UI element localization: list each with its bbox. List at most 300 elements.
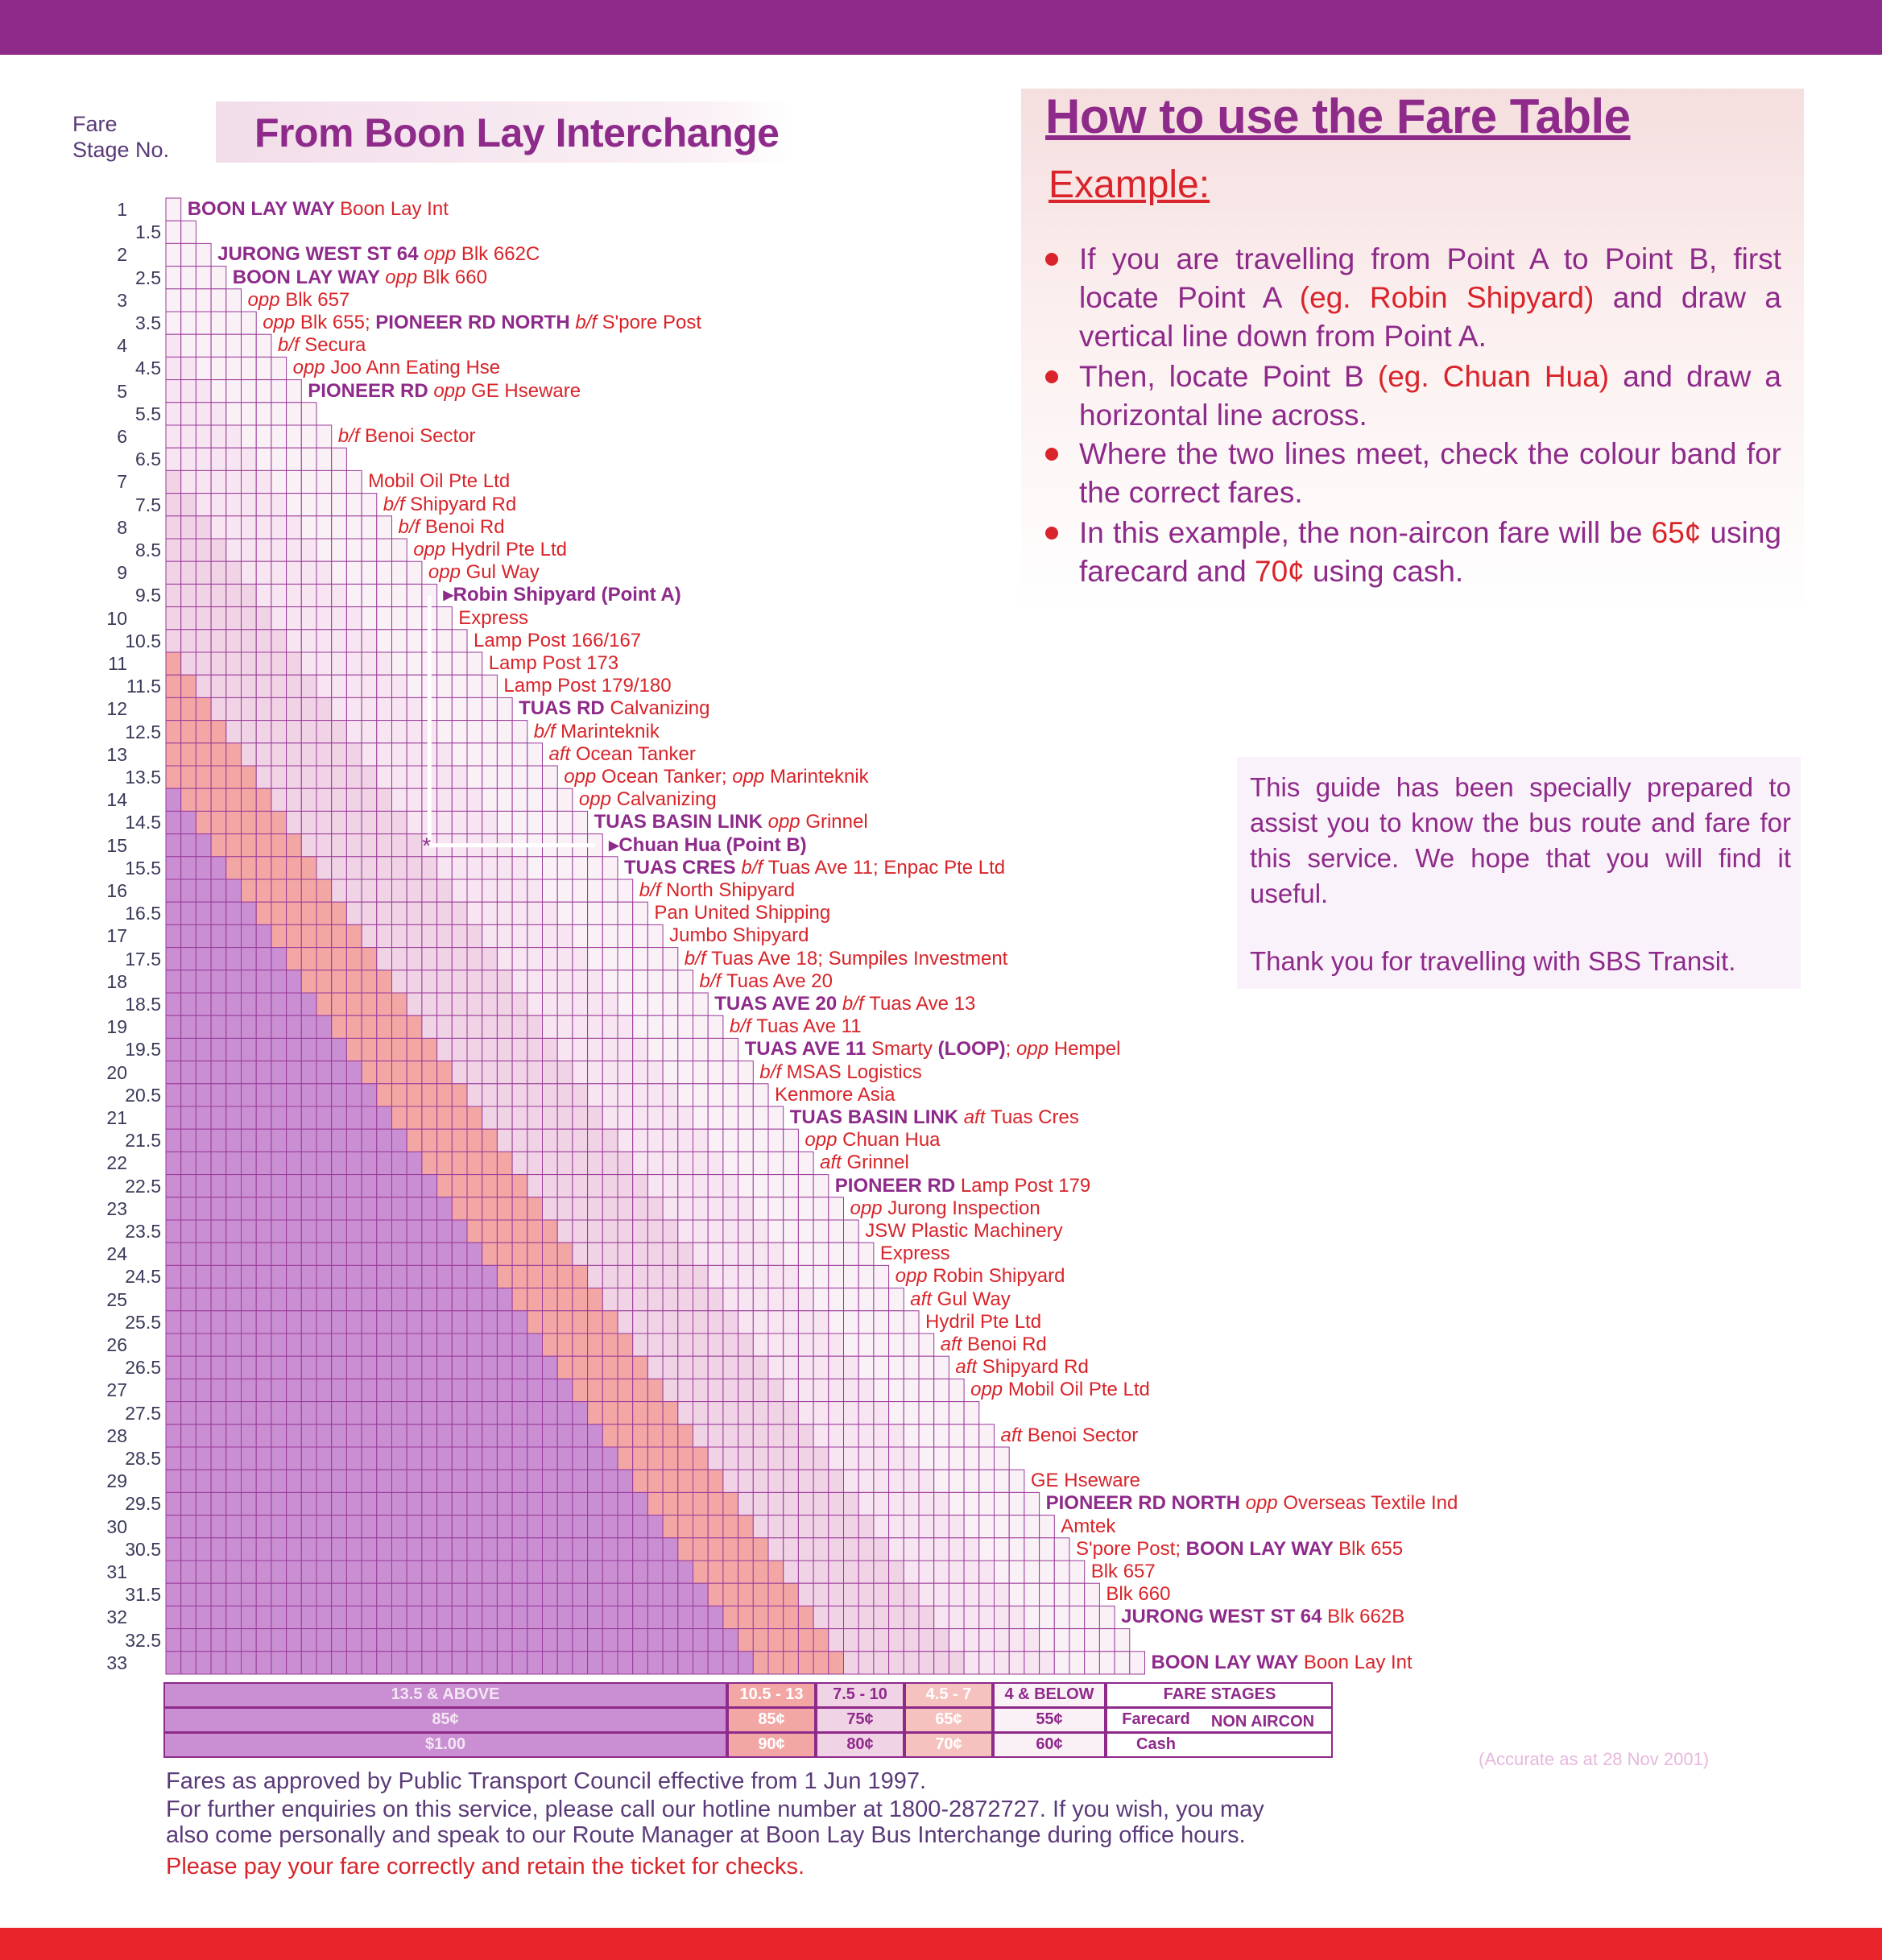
stop-label-part: BOON LAY WAY [1151, 1651, 1304, 1673]
fare-cell [166, 494, 181, 516]
stage-number: 27.5 [125, 1402, 161, 1424]
fare-cell [181, 1334, 196, 1356]
fare-cell [753, 1288, 768, 1311]
fare-cell [934, 1425, 949, 1447]
stop-label-part: Blk 660 [422, 266, 487, 288]
fare-cell [784, 1447, 799, 1470]
fare-cell [618, 970, 633, 993]
fare-cell [844, 1243, 859, 1265]
fare-cell [663, 993, 678, 1015]
fare-cell [256, 1492, 271, 1515]
legend-farecard-far: 85¢ [432, 1710, 459, 1728]
fare-cell [497, 1129, 512, 1152]
fare-cell [588, 1470, 603, 1492]
fare-cell [452, 970, 467, 993]
fare-cell [437, 902, 453, 924]
stop-label-part: MSAS Logistics [786, 1061, 922, 1083]
fare-cell [242, 1106, 257, 1129]
fare-cell [527, 1334, 543, 1356]
fare-cell [287, 1561, 302, 1583]
fare-cell [392, 1652, 407, 1674]
fare-cell [602, 1015, 618, 1038]
fare-cell [346, 1265, 362, 1288]
fare-cell [663, 1561, 678, 1583]
fare-cell [753, 1175, 768, 1197]
fare-cell [512, 1492, 527, 1515]
fare-cell [738, 1106, 754, 1129]
stop-label-part: Grinnel [805, 811, 868, 833]
fare-cell [256, 403, 271, 425]
fare-cell [813, 1379, 829, 1401]
fare-cell [527, 857, 543, 879]
fare-cell [181, 243, 196, 266]
fare-cell [437, 1652, 453, 1674]
fare-cell [181, 561, 196, 584]
fare-cell [723, 1652, 738, 1674]
fare-cell [211, 924, 226, 947]
fare-cell [226, 1265, 242, 1288]
stage-number: 20 [106, 1061, 127, 1083]
legend-farecard-label: Farecard [1122, 1710, 1190, 1728]
stage-number: 3 [117, 289, 127, 311]
stage-number: 32.5 [125, 1629, 161, 1651]
fare-cell [904, 1425, 919, 1447]
fare-cell [181, 539, 196, 561]
fare-cell [407, 1175, 422, 1197]
fare-cell [452, 1652, 467, 1674]
fare-cell [316, 470, 332, 493]
fare-cell [166, 993, 181, 1015]
fare-cell [242, 1311, 257, 1334]
fare-cell [271, 1356, 287, 1379]
fare-cell [316, 1334, 332, 1356]
fare-cell [979, 1629, 995, 1652]
fare-cell [287, 630, 302, 652]
fare-cell [437, 721, 453, 743]
fare-cell [211, 811, 226, 833]
fare-cell [829, 1334, 844, 1356]
fare-cell [543, 970, 558, 993]
fare-cell [919, 1470, 934, 1492]
stop-label [474, 631, 641, 651]
fare-cell [271, 879, 287, 902]
fare-cell [226, 766, 242, 788]
fare-cell [738, 1470, 754, 1492]
stop-label-part: Grinnel [846, 1152, 909, 1174]
fare-cell [301, 1175, 316, 1197]
fare-cell [422, 1652, 437, 1674]
stop-label [549, 744, 696, 765]
fare-cell [316, 902, 332, 924]
fare-cell [527, 1084, 543, 1106]
fare-cell [287, 1265, 302, 1288]
fare-cell [889, 1470, 904, 1492]
fare-cell [392, 1515, 407, 1538]
fare-cell [437, 1106, 453, 1129]
fare-cell [573, 1379, 588, 1401]
fare-cell [422, 1606, 437, 1628]
fare-cell [301, 924, 316, 947]
fare-cell [543, 1220, 558, 1243]
fare-cell [723, 1515, 738, 1538]
fare-cell [858, 1629, 874, 1652]
fare-cell [647, 948, 663, 970]
fare-cell [287, 1492, 302, 1515]
fare-cell [467, 1492, 482, 1515]
fare-cell [602, 879, 618, 902]
fare-cell [181, 1470, 196, 1492]
fare-cell [708, 1265, 723, 1288]
fare-cell [949, 1606, 964, 1628]
fare-cell [527, 1379, 543, 1401]
stop-label-part: Amtek [1061, 1515, 1116, 1537]
fare-cell [316, 448, 332, 470]
fare-cell [407, 1038, 422, 1061]
fare-cell [271, 1538, 287, 1561]
stop-label-part: aft [955, 1356, 982, 1379]
fare-cell [723, 1084, 738, 1106]
stop-label [654, 903, 830, 924]
fare-cell [422, 1197, 437, 1220]
fare-cell [452, 924, 467, 947]
fare-cell [181, 879, 196, 902]
fare-cell [588, 1106, 603, 1129]
fare-cell [166, 630, 181, 652]
fare-cell [588, 1356, 603, 1379]
fare-cell [181, 1402, 196, 1425]
fare-cell [181, 516, 196, 539]
fare-cell [196, 857, 211, 879]
fare-cell [242, 857, 257, 879]
fare-cell [287, 766, 302, 788]
fare-cell [512, 1425, 527, 1447]
fare-cell [588, 1538, 603, 1561]
fare-cell [1085, 1652, 1100, 1674]
fare-cell [602, 1334, 618, 1356]
fare-cell [798, 1175, 813, 1197]
fare-cell [979, 1606, 995, 1628]
fare-cell [452, 652, 467, 675]
fare-cell [346, 1106, 362, 1129]
legend-cash-mid: 80¢ [846, 1735, 874, 1753]
fare-cell [919, 1402, 934, 1425]
fare-cell [753, 1606, 768, 1628]
fare-cell [497, 1583, 512, 1606]
fare-cell [422, 1015, 437, 1038]
fare-cell [362, 1220, 377, 1243]
fare-cell [512, 1447, 527, 1470]
stop-label-part: Chuan Hua [842, 1129, 941, 1152]
fare-cell [723, 1629, 738, 1652]
fare-cell [332, 743, 347, 766]
fare-cell [166, 879, 181, 902]
stage-number: 23 [106, 1197, 127, 1219]
fare-cell [332, 630, 347, 652]
fare-cell [889, 1515, 904, 1538]
fare-cell [316, 1061, 332, 1084]
fare-cell [618, 948, 633, 970]
fare-cell [211, 902, 226, 924]
fare-cell [271, 993, 287, 1015]
fare-cell [482, 1152, 498, 1174]
fare-cell [332, 1561, 347, 1583]
fare-cell [452, 857, 467, 879]
fare-cell [618, 1288, 633, 1311]
fare-cell [482, 1106, 498, 1129]
fare-cell [768, 1152, 784, 1174]
fare-cell [362, 1084, 377, 1106]
fare-cell [211, 879, 226, 902]
fare-cell [301, 470, 316, 493]
fare-cell [512, 948, 527, 970]
fare-cell [467, 766, 482, 788]
fare-cell [256, 1583, 271, 1606]
fare-cell [181, 834, 196, 857]
fare-cell [226, 1402, 242, 1425]
fare-cell [753, 1583, 768, 1606]
stop-label [910, 1289, 1010, 1310]
fare-cell [377, 697, 392, 720]
fare-cell [301, 1538, 316, 1561]
fare-cell [422, 1629, 437, 1652]
fare-cell [497, 993, 512, 1015]
fare-cell [557, 1425, 573, 1447]
fare-cell [708, 1334, 723, 1356]
fare-cell [647, 1379, 663, 1401]
fare-cell [889, 1334, 904, 1356]
fare-cell [633, 1288, 648, 1311]
fare-cell [964, 1447, 979, 1470]
fare-cell [467, 743, 482, 766]
fare-cell [271, 1220, 287, 1243]
fare-cell [316, 1492, 332, 1515]
fare-cell [226, 1106, 242, 1129]
fare-cell [271, 811, 287, 833]
fare-cell [316, 857, 332, 879]
fare-cell [768, 1106, 784, 1129]
fare-cell [362, 1629, 377, 1652]
fare-cell [226, 448, 242, 470]
fare-cell [512, 993, 527, 1015]
fare-cell [663, 1265, 678, 1288]
fare-cell [588, 1015, 603, 1038]
fare-cell [332, 766, 347, 788]
b4b: 65¢ [1651, 516, 1702, 549]
fare-cell [543, 1106, 558, 1129]
fare-cell [844, 1515, 859, 1538]
fare-cell [211, 1561, 226, 1583]
fare-cell [346, 1402, 362, 1425]
fare-cell [708, 1197, 723, 1220]
fare-cell [362, 1061, 377, 1084]
fare-cell [166, 1106, 181, 1129]
fare-cell [602, 948, 618, 970]
fare-cell [708, 1629, 723, 1652]
fare-cell [271, 1583, 287, 1606]
fare-cell [618, 1606, 633, 1628]
fare-cell [346, 1197, 362, 1220]
fare-cell [844, 1583, 859, 1606]
fare-cell [738, 1197, 754, 1220]
footer-pay-notice: Please pay your fare correctly and retain the ticket for checks. [166, 1854, 805, 1879]
fare-cell [874, 1561, 889, 1583]
fare-cell [543, 1379, 558, 1401]
fare-cell [858, 1447, 874, 1470]
fare-cell [633, 1515, 648, 1538]
fare-cell [798, 1515, 813, 1538]
fare-cell [452, 1015, 467, 1038]
fare-cell [437, 1015, 453, 1038]
fare-cell [452, 630, 467, 652]
fare-cell [287, 584, 302, 606]
fare-cell [753, 1629, 768, 1652]
stop-label-part: Tuas Ave 20 [726, 970, 833, 992]
fare-cell [362, 902, 377, 924]
fare-cell [1040, 1515, 1055, 1538]
fare-cell [211, 1061, 226, 1084]
fare-cell [316, 1015, 332, 1038]
fare-cell [271, 1061, 287, 1084]
fare-cell [663, 1470, 678, 1492]
fare-cell [633, 1561, 648, 1583]
b2c: and draw a horizontal line across. [1079, 360, 1782, 432]
stage-number: 6 [117, 426, 127, 447]
stage-number: 31.5 [125, 1584, 161, 1606]
fare-cell [858, 1334, 874, 1356]
fare-cell [482, 1084, 498, 1106]
fare-cell [768, 1425, 784, 1447]
fare-cell [512, 902, 527, 924]
accuracy-date: (Accurate as at 28 Nov 2001) [1479, 1749, 1710, 1769]
fare-cell [633, 1038, 648, 1061]
footer-enquiries: For further enquiries on this service, please call our hotline number at 1800-2872727. If you wish, you may [166, 1797, 1264, 1822]
fare-cell [693, 1470, 709, 1492]
fare-cell [256, 1129, 271, 1152]
fare-cell [467, 1379, 482, 1401]
fare-cell [301, 1470, 316, 1492]
fare-cell [768, 1561, 784, 1583]
fare-cell [287, 380, 302, 403]
fare-cell [346, 539, 362, 561]
fare-cell [166, 516, 181, 539]
fare-cell [858, 1606, 874, 1628]
fare-cell [392, 539, 407, 561]
fare-cell [271, 1243, 287, 1265]
fare-cell [407, 948, 422, 970]
fare-cell [226, 1538, 242, 1561]
stop-label-part: b/f [533, 720, 561, 742]
fare-cell [858, 1402, 874, 1425]
fare-cell [512, 924, 527, 947]
fare-cell [242, 1061, 257, 1084]
fare-cell [693, 1629, 709, 1652]
fare-cell [527, 1356, 543, 1379]
fare-cell [663, 1243, 678, 1265]
fare-cell [166, 1583, 181, 1606]
fare-cell [256, 1515, 271, 1538]
fare-cell [287, 1152, 302, 1174]
fare-cell [166, 539, 181, 561]
fare-cell [242, 1515, 257, 1538]
fare-cell [602, 993, 618, 1015]
fare-cell [497, 1606, 512, 1628]
fare-cell [332, 1606, 347, 1628]
fare-cell [316, 539, 332, 561]
fare-cell [678, 1425, 693, 1447]
fare-cell [482, 1311, 498, 1334]
fare-cell [663, 1220, 678, 1243]
fare-cell [211, 1175, 226, 1197]
fare-cell [618, 1175, 633, 1197]
fare-cell [196, 243, 211, 266]
fare-cell [452, 743, 467, 766]
fare-cell [813, 1583, 829, 1606]
fare-cell [346, 1288, 362, 1311]
fare-cell [287, 1379, 302, 1401]
fare-cell [738, 1129, 754, 1152]
fare-cell [678, 1288, 693, 1311]
fare-cell [784, 1334, 799, 1356]
fare-cell [452, 1334, 467, 1356]
fare-cell [543, 1061, 558, 1084]
fare-cell [392, 1470, 407, 1492]
fare-cell [377, 1492, 392, 1515]
fare-cell [242, 1492, 257, 1515]
fare-cell [844, 1379, 859, 1401]
fare-cell [618, 1038, 633, 1061]
fare-cell [919, 1652, 934, 1674]
fare-cell [557, 1243, 573, 1265]
fare-cell [1024, 1652, 1040, 1674]
fare-cell [753, 1447, 768, 1470]
fare-cell [588, 1243, 603, 1265]
fare-cell [693, 1606, 709, 1628]
fare-cell [271, 584, 287, 606]
fare-cell [346, 584, 362, 606]
fare-cell [226, 1379, 242, 1401]
fare-cell [332, 788, 347, 811]
fare-cell [256, 584, 271, 606]
fare-cell [467, 1106, 482, 1129]
fare-cell [196, 993, 211, 1015]
fare-cell [829, 1220, 844, 1243]
stop-label [714, 994, 975, 1015]
stop-label-part: Tuas Cres [991, 1106, 1079, 1128]
fare-cell [226, 652, 242, 675]
fare-cell [287, 470, 302, 493]
fare-cell [242, 1470, 257, 1492]
fare-cell [242, 380, 257, 403]
fare-cell [346, 494, 362, 516]
fare-cell [437, 743, 453, 766]
fare-cell [647, 924, 663, 947]
fare-cell [573, 1152, 588, 1174]
fare-cell [618, 1402, 633, 1425]
footer-approval: Fares as approved by Public Transport Council effective from 1 Jun 1997. [166, 1768, 927, 1794]
fare-cell [482, 993, 498, 1015]
fare-cell [287, 561, 302, 584]
fare-cell [226, 721, 242, 743]
fare-cell [242, 1629, 257, 1652]
fare-cell [452, 879, 467, 902]
fare-cell [527, 1175, 543, 1197]
fare-cell [588, 1652, 603, 1674]
fare-cell [647, 1061, 663, 1084]
fare-cell [407, 1084, 422, 1106]
stop-label [233, 267, 487, 288]
fare-cell [316, 1265, 332, 1288]
fare-cell [362, 721, 377, 743]
